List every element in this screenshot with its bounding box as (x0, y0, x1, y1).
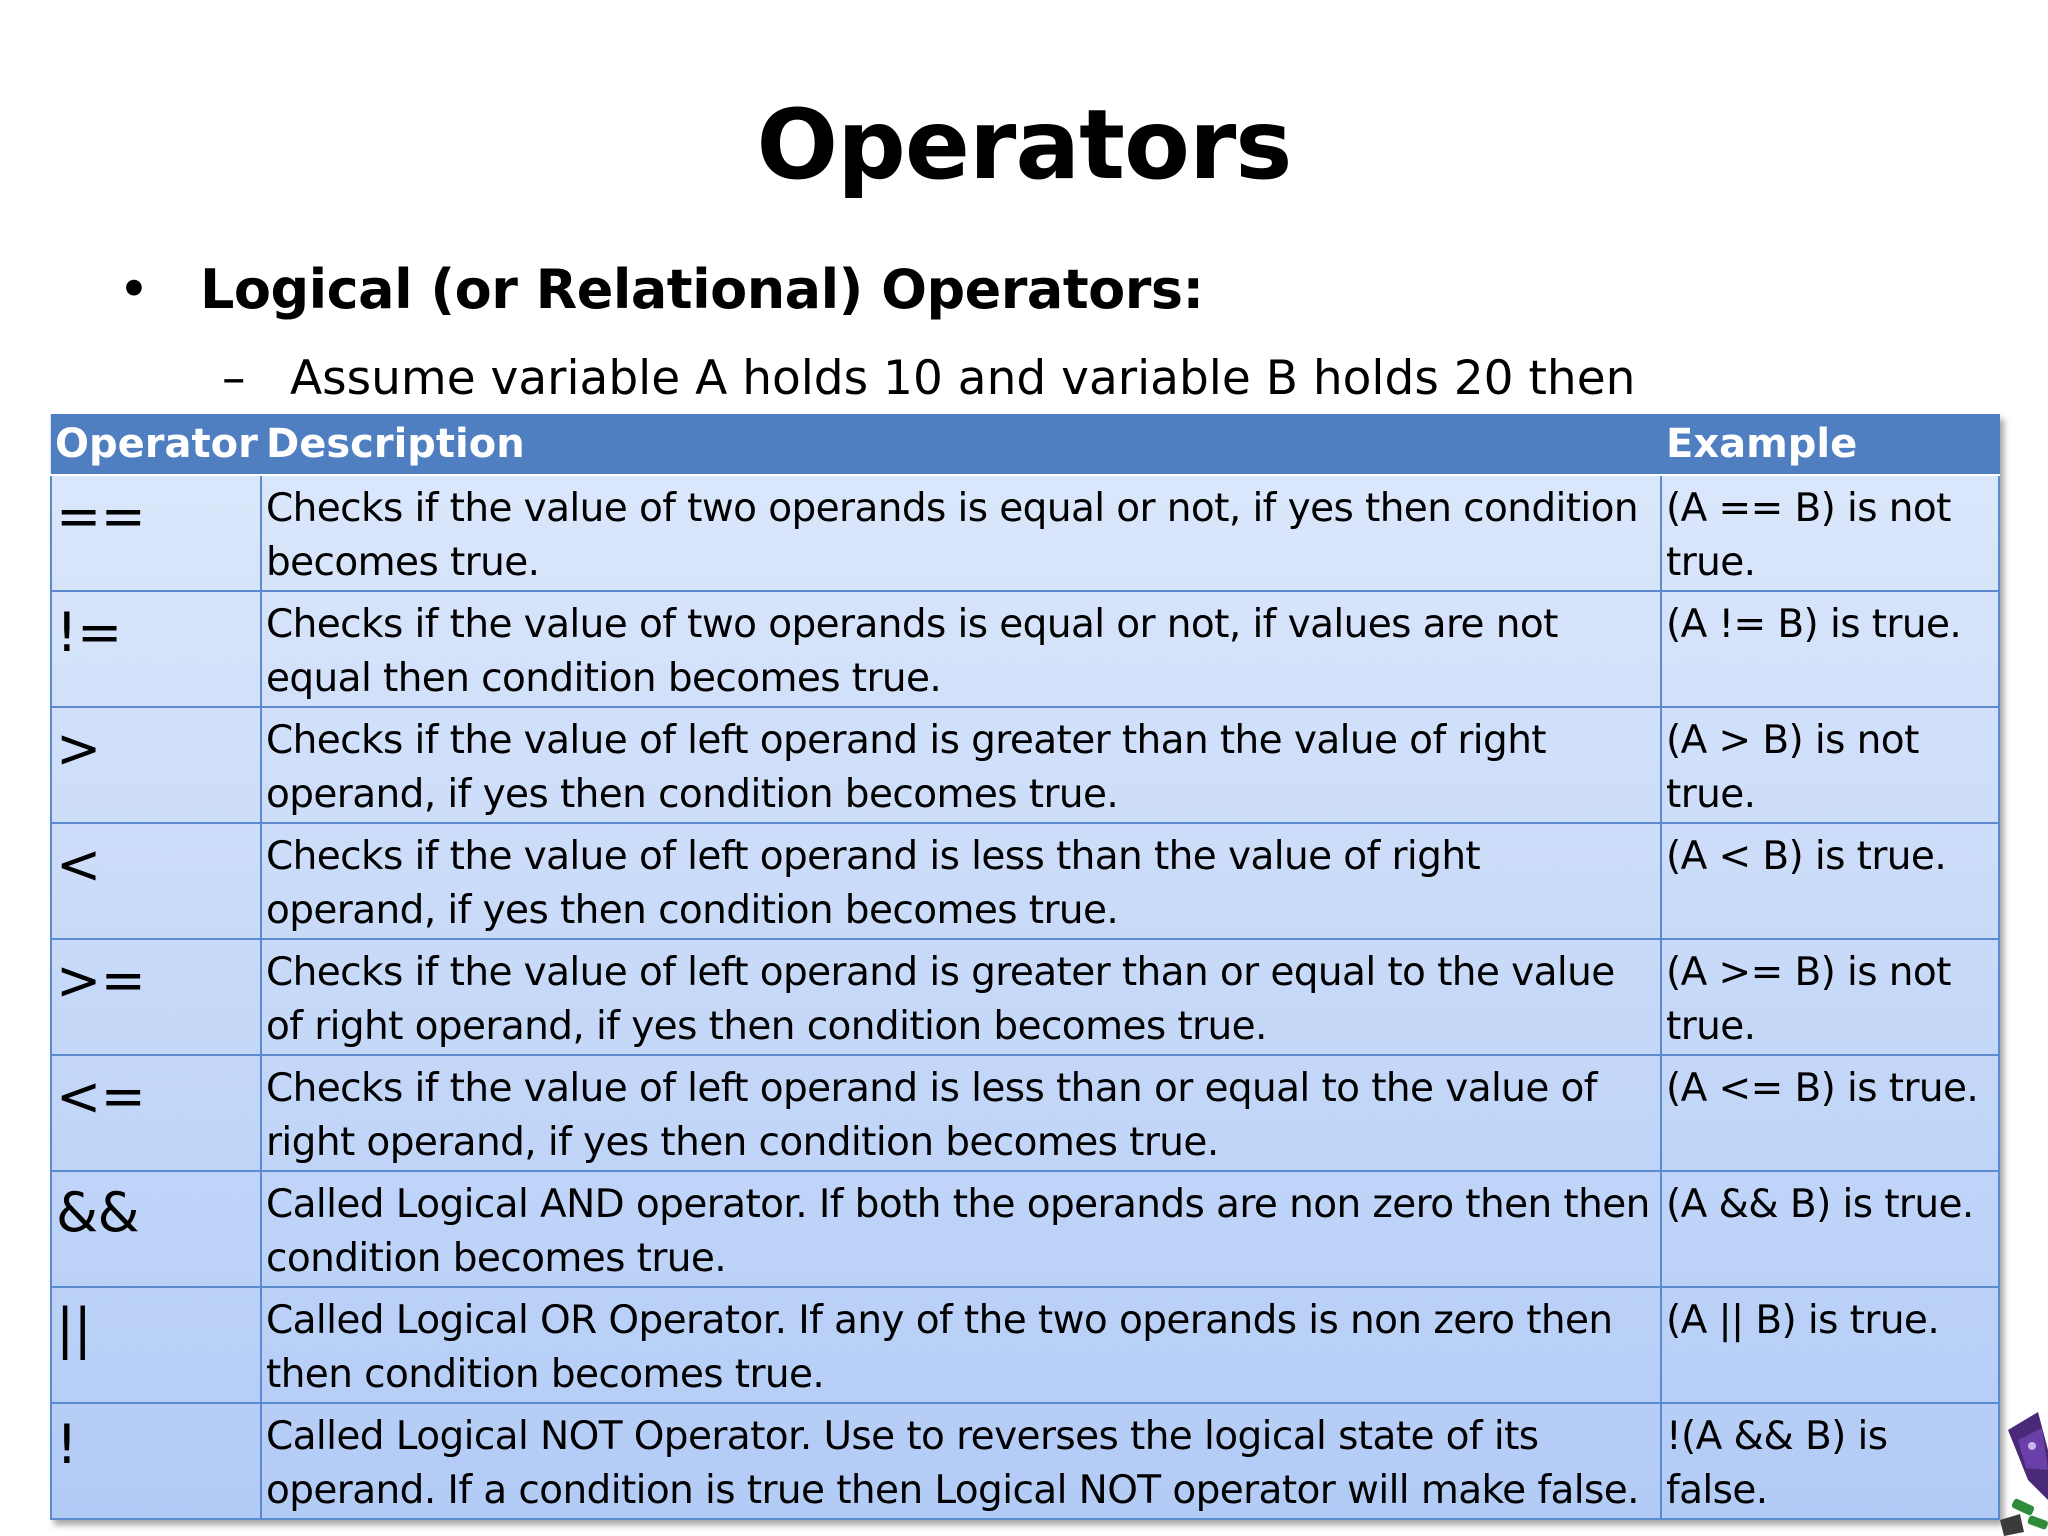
slide-title: Operators (756, 89, 1292, 201)
example-cell: (A == B) is not true. (1661, 475, 1999, 591)
sub-bullet (222, 347, 1635, 411)
robot-logo-icon (1998, 1410, 2048, 1536)
bullet-heading (118, 255, 1204, 325)
description-cell: Checks if the value of left operand is less than the value of right operand, if yes then condition becomes true. (261, 823, 1661, 939)
table-row (51, 1287, 1999, 1403)
example-cell: (A != B) is true. (1661, 591, 1999, 707)
example-cell: (A > B) is not true. (1661, 707, 1999, 823)
example-cell: (A <= B) is true. (1661, 1055, 1999, 1171)
example-cell: (A < B) is true. (1661, 823, 1999, 939)
header-example: Example (1661, 414, 1999, 475)
table-row (51, 1403, 1999, 1519)
description-cell: Checks if the value of left operand is greater than or equal to the value of right operand, if yes then condition becomes true. (261, 939, 1661, 1055)
operator-cell: >= (51, 939, 261, 1055)
operator-cell: <= (51, 1055, 261, 1171)
table-row (51, 591, 1999, 707)
dash-icon: – (222, 351, 246, 406)
table-row (51, 1055, 1999, 1171)
operator-cell: > (51, 707, 261, 823)
operator-cell: || (51, 1287, 261, 1403)
description-cell: Checks if the value of left operand is less than or equal to the value of right operand, if yes then condition becomes true. (261, 1055, 1661, 1171)
description-cell: Called Logical AND operator. If both the operands are non zero then then condition becomes true. (261, 1171, 1661, 1287)
table-row (51, 823, 1999, 939)
description-cell: Called Logical NOT Operator. Use to reverses the logical state of its operand. If a condition is true then Logical NOT operator will make false. (261, 1403, 1661, 1519)
operator-cell: == (51, 475, 261, 591)
operators-table (50, 414, 2000, 1520)
table-row (51, 1171, 1999, 1287)
description-cell: Checks if the value of two operands is equal or not, if yes then condition becomes true. (261, 475, 1661, 591)
header-description: Description (261, 414, 1661, 475)
table-row (51, 939, 1999, 1055)
example-cell: (A || B) is true. (1661, 1287, 1999, 1403)
description-cell: Checks if the value of left operand is greater than the value of right operand, if yes then condition becomes true. (261, 707, 1661, 823)
operator-cell: != (51, 591, 261, 707)
example-cell: (A >= B) is not true. (1661, 939, 1999, 1055)
bullet-dot-icon: • (118, 258, 150, 321)
table-row (51, 475, 1999, 591)
header-operator: Operator (51, 414, 261, 475)
description-cell: Checks if the value of two operands is equal or not, if values are not equal then condition becomes true. (261, 591, 1661, 707)
table-header-row (51, 414, 1999, 475)
sub-bullet-text: Assume variable A holds 10 and variable B holds 20 then (290, 351, 1636, 406)
operator-cell: && (51, 1171, 261, 1287)
example-cell: (A && B) is true. (1661, 1171, 1999, 1287)
description-cell: Called Logical OR Operator. If any of the two operands is non zero then then condition becomes true. (261, 1287, 1661, 1403)
table-row (51, 707, 1999, 823)
operator-cell: ! (51, 1403, 261, 1519)
bullet-heading-text: Logical (or Relational) Operators: (200, 258, 1204, 321)
example-cell: !(A && B) is false. (1661, 1403, 1999, 1519)
operator-cell: < (51, 823, 261, 939)
